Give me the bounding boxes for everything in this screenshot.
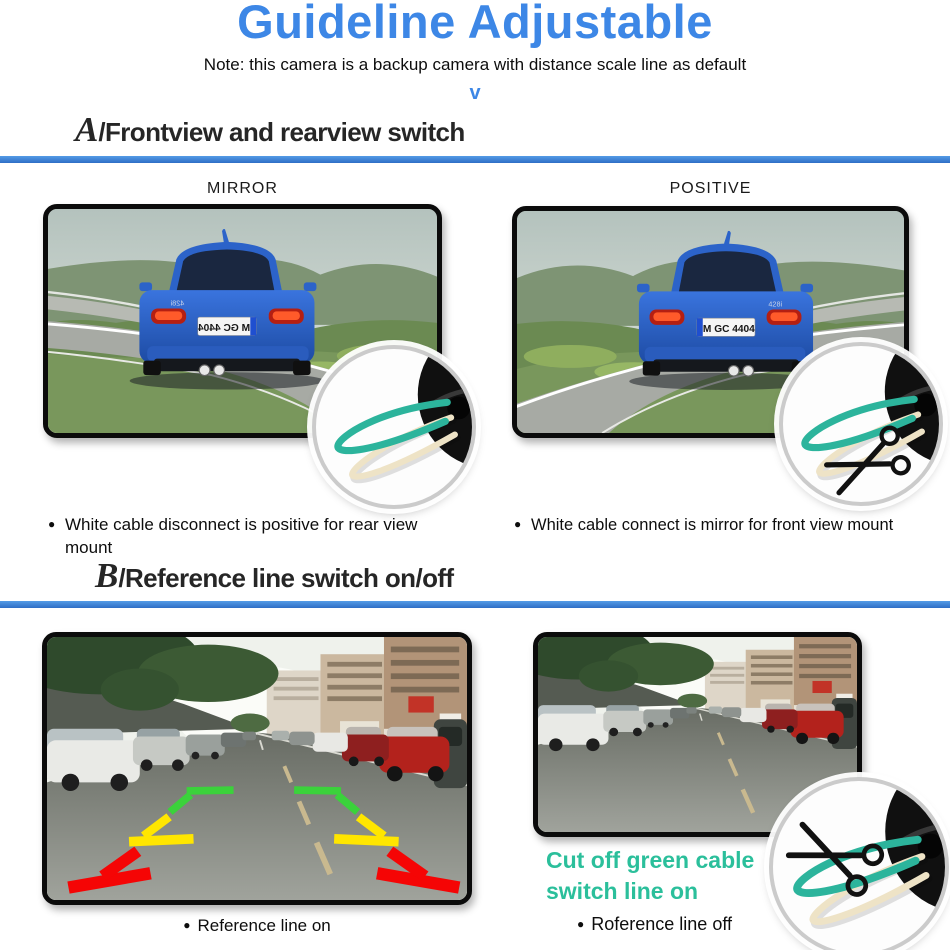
mirror-label: MIRROR [207,180,278,197]
mirror-bullet [48,514,452,560]
section-a-heading [75,110,465,150]
caption-reference-on [42,916,472,936]
section-b-heading-text: /Reference line switch on/off [118,563,454,593]
bullet-dot: ● [183,918,191,932]
cut-cable-note-line1: Cut off green cable [546,847,755,873]
section-a-heading-text: /Frontview and rearview switch [98,117,465,147]
mirror-bullet-text: White cable disconnect is positive for rear view mount [65,515,418,557]
section-b-heading [95,556,453,596]
caption-reference-on-text: Reference line on [197,916,331,935]
down-arrow: v [469,82,481,104]
bullet-dot: ● [514,517,522,531]
note-text: Note: this camera is a backup camera with distance scale line as default [203,55,747,74]
page-title: Guideline Adjustable [237,0,713,48]
bullet-dot: ● [577,917,585,931]
caption-reference-off [577,914,732,935]
positive-bullet-text: White cable connect is mirror for front view mount [531,516,894,534]
cut-cable-note-line2: switch line on [546,878,699,904]
street-photo-guidelines-on [42,632,472,905]
positive-label: POSITIVE [669,180,752,197]
cut-cable-note [546,845,754,907]
cable-inset-cut-green [769,777,949,950]
cable-inset-positive [779,342,943,506]
caption-reference-off-text: Roference line off [591,914,733,934]
bullet-dot: ● [48,517,56,531]
positive-bullet [514,514,950,536]
divider-bar-b [0,601,950,608]
cable-inset-mirror [312,345,476,509]
divider-bar-a [0,156,950,163]
section-a-letter: A [75,110,99,149]
section-b-letter: B [95,556,119,595]
